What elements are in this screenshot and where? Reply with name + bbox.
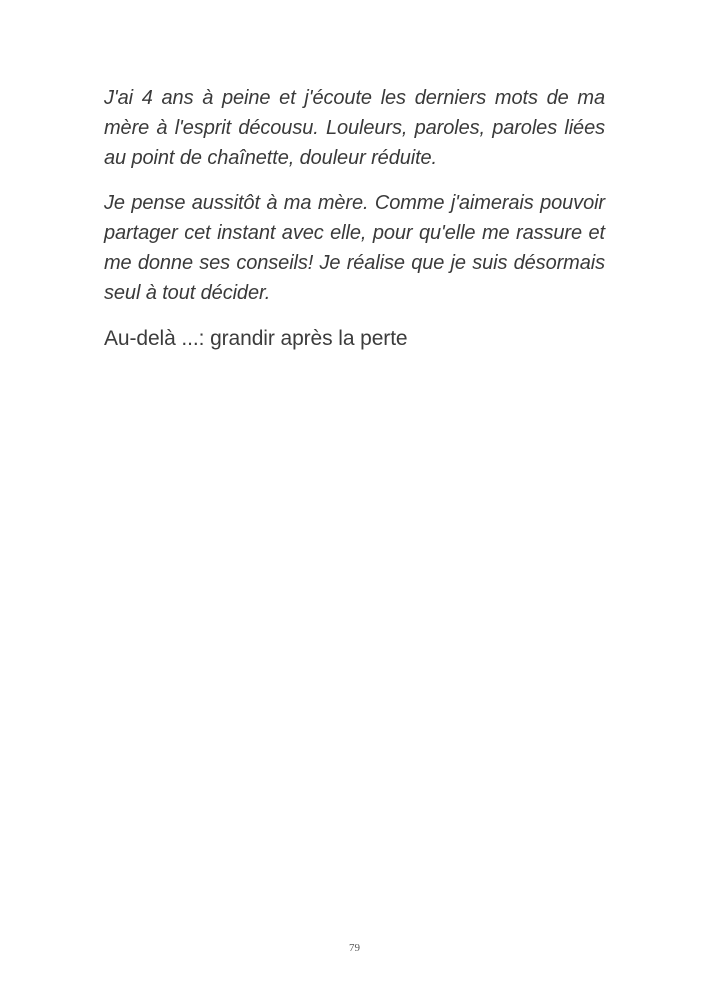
- paragraph-second: Je pense aussitôt à ma mère. Comme j'aimerais pouvoir partager cet instant avec elle, pour qu'elle me rassure et me donne ses conseils! Je réalise que je suis désormais seul à tout décider.: [104, 192, 605, 304]
- page-number: 79: [349, 942, 360, 954]
- paragraph-first: J'ai 4 ans à peine et j'écoute les derniers mots de ma mère à l'esprit décousu. Louleurs, paroles, paroles liées au point de chaînette, douleur réduite.: [104, 87, 605, 169]
- section-heading: Au-delà ...: grandir après la perte: [104, 327, 408, 350]
